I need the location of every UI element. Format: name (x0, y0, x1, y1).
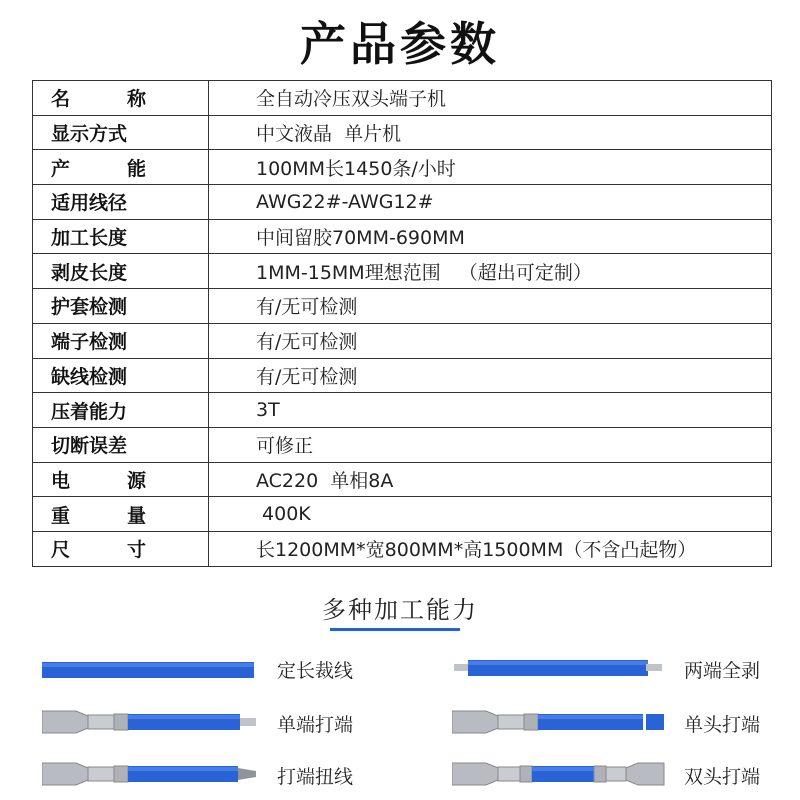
capability-label: 双头打端 (684, 766, 761, 788)
spec-value: 中间留胶70MM-690MM (209, 219, 772, 254)
table-row (33, 531, 772, 566)
capabilities-title: 多种加工能力 (322, 596, 478, 624)
spec-key: 加工长度 (33, 219, 209, 254)
spec-key: 产 能 (33, 150, 209, 185)
spec-table (32, 80, 772, 567)
spec-value: 100MM长1450条/小时 (209, 150, 772, 185)
table-row (33, 150, 772, 185)
spec-key: 缺线检测 (33, 358, 209, 393)
spec-key: 护套检测 (33, 289, 209, 324)
spec-value: AC220 单相8A (209, 462, 772, 497)
spec-value: 1MM-15MM理想范围 （超出可定制） (209, 254, 772, 289)
table-row (33, 115, 772, 150)
spec-value: 有/无可检测 (209, 289, 772, 324)
capability-label: 两端全剥 (684, 660, 761, 682)
table-row (33, 254, 772, 289)
table-row (33, 358, 772, 393)
spec-value: 全自动冷压双头端子机 (209, 81, 772, 116)
table-row (33, 462, 772, 497)
table-row (33, 81, 772, 116)
capability-label: 单头打端 (684, 714, 761, 736)
spec-value: 400K (209, 497, 772, 532)
spec-key: 适用线径 (33, 185, 209, 220)
spec-key: 显示方式 (33, 115, 209, 150)
spec-key: 名 称 (33, 81, 209, 116)
spec-value: 有/无可检测 (209, 323, 772, 358)
spec-value: 中文液晶 单片机 (209, 115, 772, 150)
spec-value: 3T (209, 393, 772, 428)
table-row (33, 393, 772, 428)
spec-value: AWG22#-AWG12# (209, 185, 772, 220)
capability-label: 单端打端 (277, 714, 354, 736)
spec-value: 有/无可检测 (209, 358, 772, 393)
table-row (33, 427, 772, 462)
table-row (33, 289, 772, 324)
capability-label: 定长裁线 (277, 660, 354, 682)
spec-key: 重 量 (33, 497, 209, 532)
title-underline (330, 628, 460, 631)
spec-key: 尺 寸 (33, 531, 209, 566)
capability-label: 打端扭线 (277, 766, 354, 788)
table-row (33, 219, 772, 254)
spec-value: 长1200MM*宽800MM*高1500MM（不含凸起物） (209, 531, 772, 566)
table-row (33, 323, 772, 358)
spec-key: 切断误差 (33, 427, 209, 462)
spec-key: 压着能力 (33, 393, 209, 428)
spec-value: 可修正 (209, 427, 772, 462)
page-title: 产品参数 (300, 17, 500, 71)
spec-key: 电 源 (33, 462, 209, 497)
table-row (33, 185, 772, 220)
spec-key: 剥皮长度 (33, 254, 209, 289)
table-row (33, 497, 772, 532)
spec-key: 端子检测 (33, 323, 209, 358)
